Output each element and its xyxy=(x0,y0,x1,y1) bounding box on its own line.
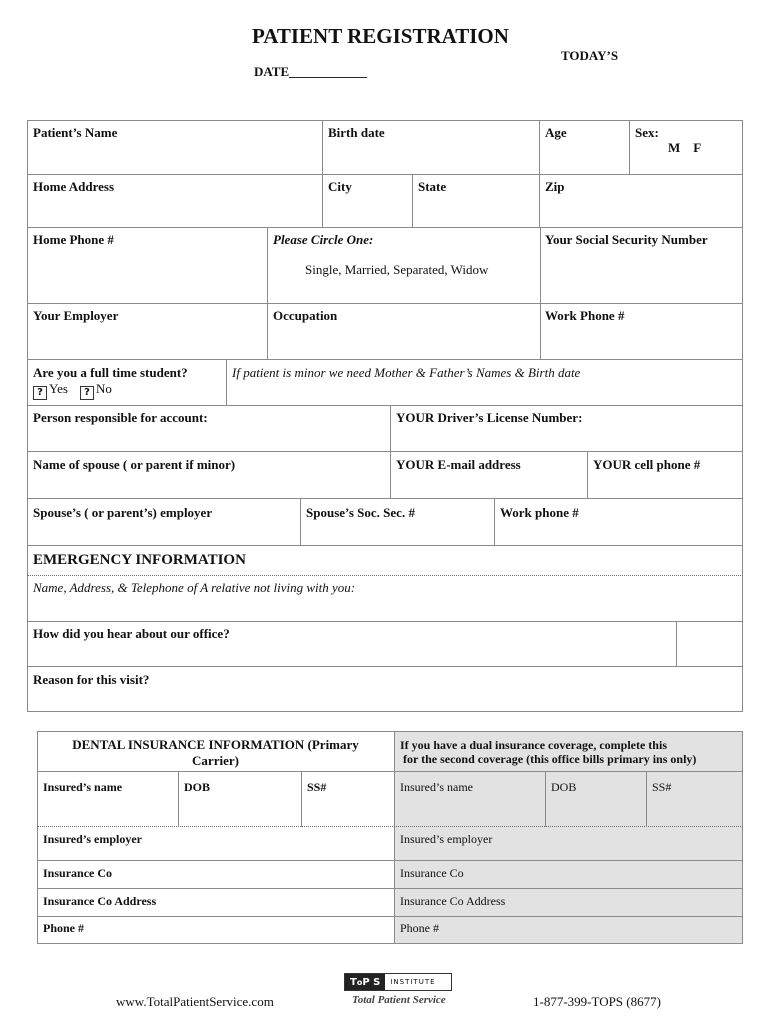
employer-field[interactable]: Your Employer xyxy=(33,308,119,323)
page-title: PATIENT REGISTRATION xyxy=(252,24,509,48)
cell-phone-field[interactable]: YOUR cell phone # xyxy=(593,457,701,472)
primary-insured-employer-field[interactable]: Insured’s employer xyxy=(43,832,142,846)
student-question: Are you a full time student? xyxy=(33,365,188,380)
todays-label: TODAY’S xyxy=(561,48,619,63)
primary-insurance-address-field[interactable]: Insurance Co Address xyxy=(43,894,157,908)
relative-contact-field[interactable]: Name, Address, & Telephone of A relative not living with you: xyxy=(33,580,356,595)
zip-field[interactable]: Zip xyxy=(545,179,565,194)
yes-checkbox[interactable]: ? xyxy=(33,386,47,400)
secondary-heading-line1: If you have a dual insurance coverage, complete this xyxy=(400,738,667,752)
city-field[interactable]: City xyxy=(328,179,352,194)
secondary-insured-employer-field[interactable]: Insured’s employer xyxy=(400,832,493,846)
primary-insurance-co-field[interactable]: Insurance Co xyxy=(43,866,113,880)
ssn-field[interactable]: Your Social Security Number xyxy=(545,232,708,247)
referral-source-field[interactable]: How did you hear about our office? xyxy=(33,626,230,641)
primary-insurance-heading: DENTAL INSURANCE INFORMATION (Primary Carrier) xyxy=(72,737,359,768)
responsible-party-field[interactable]: Person responsible for account: xyxy=(33,410,208,425)
primary-ss-field[interactable]: SS# xyxy=(307,780,327,794)
sex-options[interactable]: M F xyxy=(668,140,702,155)
minor-note[interactable]: If patient is minor we need Mother & Father’s Names & Birth date xyxy=(232,365,581,380)
email-field[interactable]: YOUR E-mail address xyxy=(396,457,521,472)
secondary-ss-field[interactable]: SS# xyxy=(652,780,672,794)
occupation-field[interactable]: Occupation xyxy=(273,308,338,323)
secondary-dob-field[interactable]: DOB xyxy=(551,780,577,794)
secondary-insurance-address-field[interactable]: Insurance Co Address xyxy=(400,894,506,908)
emergency-heading: EMERGENCY INFORMATION xyxy=(33,552,246,568)
drivers-license-field[interactable]: YOUR Driver’s License Number: xyxy=(396,410,583,425)
state-field[interactable]: State xyxy=(418,179,447,194)
home-phone-field[interactable]: Home Phone # xyxy=(33,232,114,247)
date-field[interactable]: DATE____________ xyxy=(254,64,368,79)
footer-phone: 1-877-399-TOPS (8677) xyxy=(533,994,661,1009)
secondary-insured-name-field[interactable]: Insured’s name xyxy=(400,780,473,794)
secondary-phone-field[interactable]: Phone # xyxy=(400,921,439,935)
birth-date-field[interactable]: Birth date xyxy=(328,125,385,140)
sex-label: Sex: xyxy=(635,125,659,140)
secondary-heading-line2: for the second coverage (this office bills primary ins only) xyxy=(403,752,697,766)
student-yes-option[interactable]: ? Yes xyxy=(33,381,68,400)
primary-dob-field[interactable]: DOB xyxy=(184,780,211,794)
student-no-option[interactable]: ? No xyxy=(80,381,112,400)
patient-name-field[interactable]: Patient’s Name xyxy=(33,125,118,140)
spouse-name-field[interactable]: Name of spouse ( or parent if minor) xyxy=(33,457,236,472)
no-checkbox[interactable]: ? xyxy=(80,386,94,400)
age-field[interactable]: Age xyxy=(545,125,567,140)
logo-tagline: Total Patient Service xyxy=(352,994,446,1006)
website-link[interactable]: www.TotalPatientService.com xyxy=(116,994,274,1009)
spouse-employer-field[interactable]: Spouse’s ( or parent’s) employer xyxy=(33,505,213,520)
tops-logo: T o P S INSTITUTE xyxy=(344,973,452,991)
secondary-insurance-co-field[interactable]: Insurance Co xyxy=(400,866,464,880)
primary-insured-name-field[interactable]: Insured’s name xyxy=(43,780,123,794)
marital-status-options[interactable]: Single, Married, Separated, Widow xyxy=(305,262,489,277)
spouse-work-phone-field[interactable]: Work phone # xyxy=(500,505,579,520)
visit-reason-field[interactable]: Reason for this visit? xyxy=(33,672,150,687)
work-phone-field[interactable]: Work Phone # xyxy=(545,308,625,323)
spouse-ssn-field[interactable]: Spouse’s Soc. Sec. # xyxy=(306,505,415,520)
primary-phone-field[interactable]: Phone # xyxy=(43,921,85,935)
circle-one-label: Please Circle One: xyxy=(273,232,374,247)
home-address-field[interactable]: Home Address xyxy=(33,179,115,194)
